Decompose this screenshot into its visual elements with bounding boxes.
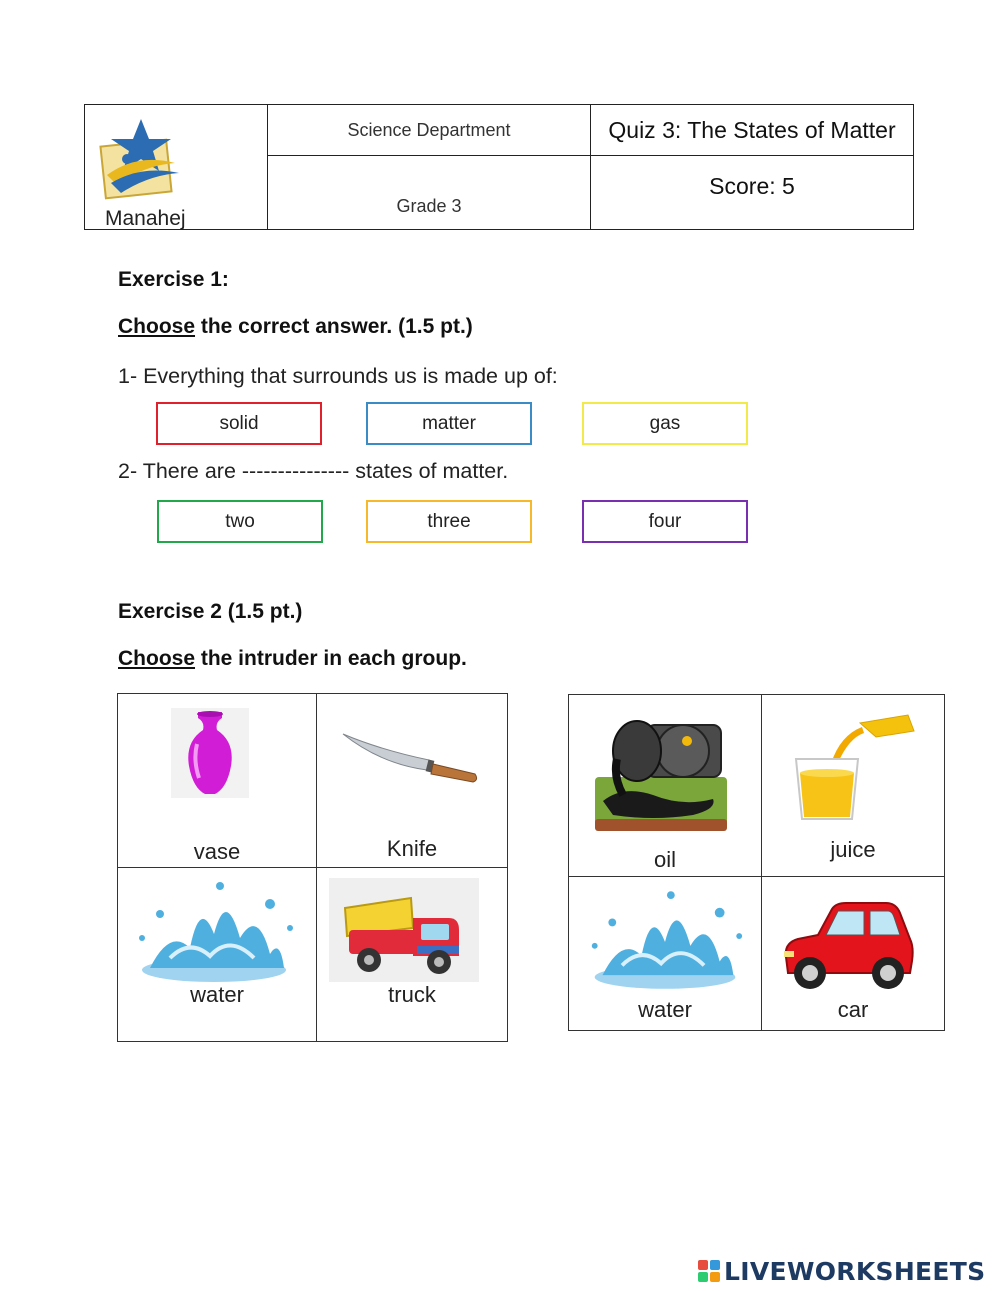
- item-label: Knife: [386, 836, 438, 861]
- header-table: [84, 104, 914, 230]
- water-splash-icon: [583, 887, 747, 993]
- exercise2-title: Exercise 2 (1.5 pt.): [118, 600, 303, 623]
- answer-option-four[interactable]: four: [582, 500, 748, 543]
- exercise1-title: Exercise 1:: [118, 268, 229, 291]
- exercise2-instruction: [118, 647, 467, 671]
- answer-option-two[interactable]: two: [157, 500, 323, 543]
- answer-option-solid[interactable]: solid: [156, 402, 322, 445]
- answer-option-gas[interactable]: gas: [582, 402, 748, 445]
- group1-item-vase[interactable]: [118, 694, 317, 868]
- instruction-verb: Choose: [118, 315, 196, 338]
- group2-item-water[interactable]: [569, 877, 762, 1030]
- answer-option-matter[interactable]: matter: [366, 402, 532, 445]
- liveworksheets-brand: LIVEWORKSHEETS: [724, 1256, 986, 1286]
- item-label: vase: [193, 839, 241, 864]
- vase-icon: [171, 708, 249, 798]
- truck-icon: [329, 878, 479, 982]
- juice-glass-icon: [790, 713, 916, 825]
- exercise1-instruction: [118, 315, 473, 339]
- group2-item-car[interactable]: [762, 877, 944, 1030]
- score-label: Score: 5: [709, 173, 795, 199]
- instruction-rest: the intruder in each group.: [195, 647, 467, 670]
- answer-option-three[interactable]: three: [366, 500, 532, 543]
- manahej-logo-icon: [97, 113, 189, 201]
- logo-name: Manahej: [105, 207, 186, 230]
- water-splash-icon: [130, 878, 298, 986]
- grade-label: Grade 3: [268, 156, 591, 229]
- group1-item-knife[interactable]: [317, 694, 507, 868]
- group2-item-juice[interactable]: [762, 695, 944, 877]
- item-label: water: [190, 982, 244, 1007]
- instruction-rest: the correct answer. (1.5 pt.): [195, 315, 473, 338]
- oil-barrel-icon: [593, 715, 729, 833]
- group1-item-truck[interactable]: [317, 868, 507, 1041]
- item-label: water: [638, 997, 692, 1022]
- liveworksheets-logo: [698, 1256, 985, 1286]
- item-label: car: [837, 997, 869, 1022]
- item-label: oil: [653, 847, 676, 872]
- group2-item-oil[interactable]: [569, 695, 762, 877]
- knife-icon: [341, 730, 481, 790]
- quiz-title: Quiz 3: The States of Matter: [591, 105, 913, 156]
- question-1-text: 1- Everything that surrounds us is made up of:: [118, 364, 558, 388]
- item-label: juice: [830, 837, 876, 862]
- item-label: truck: [388, 982, 436, 1007]
- intruder-group-2: [568, 694, 945, 1031]
- instruction-verb: Choose: [118, 647, 196, 670]
- question-2-text: 2- There are --------------- states of matter.: [118, 459, 509, 483]
- intruder-group-1: [117, 693, 508, 1042]
- car-icon: [780, 899, 916, 999]
- group1-item-water[interactable]: [118, 868, 317, 1041]
- liveworksheets-blocks-icon: [698, 1260, 720, 1282]
- department-label: Science Department: [268, 105, 591, 156]
- logo-cell: [85, 105, 268, 229]
